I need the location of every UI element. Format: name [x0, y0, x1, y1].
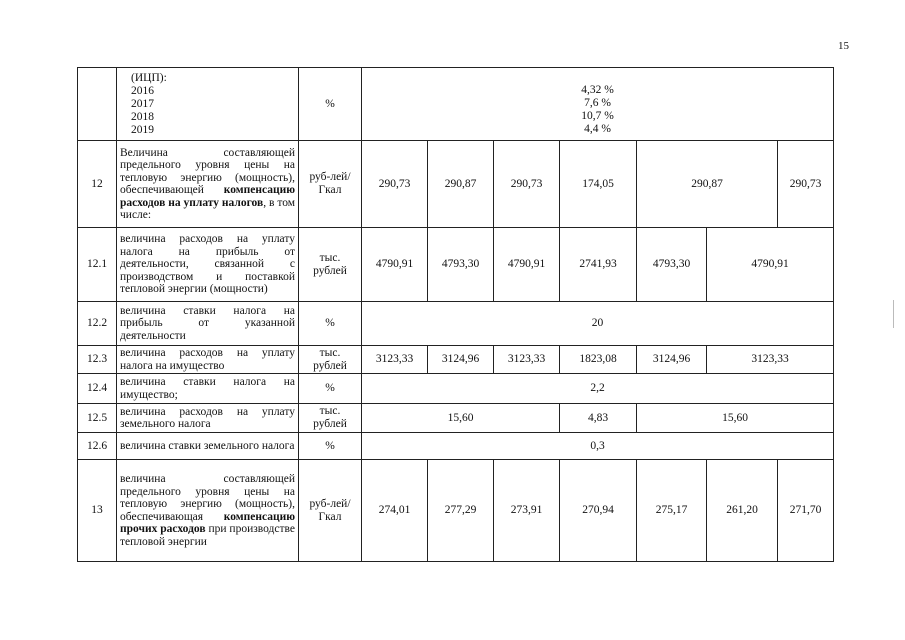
- table-row-12-5: [78, 404, 834, 433]
- table-row-12-1: [78, 228, 834, 302]
- row-number: 12.4: [78, 374, 117, 404]
- desc-text: Величина составляющей предельного уровня цены на тепловую энергию (мощность), обеспечивающей: [120, 146, 295, 196]
- year-2019: 2019: [131, 123, 154, 136]
- row-unit: руб-лей/Гкал: [299, 460, 362, 562]
- value-cell: 290,73: [362, 141, 428, 228]
- value-cell: 290,73: [494, 141, 560, 228]
- row-description: [117, 460, 299, 562]
- margin-mark: [893, 300, 894, 328]
- table-row-12: [78, 141, 834, 228]
- desc-bold-text: компенсацию прочих расходов: [120, 510, 295, 535]
- icp-value-2016: 4,32 %: [581, 84, 614, 96]
- row-description: [117, 141, 299, 228]
- row-number: 12: [78, 141, 117, 228]
- value-cell: 2,2: [362, 374, 834, 404]
- row-number: 12.1: [78, 228, 117, 302]
- icp-value-2017: 7,6 %: [584, 97, 611, 109]
- value-cell: 4,83: [560, 404, 637, 433]
- value-cell: 3123,33: [494, 346, 560, 374]
- value-cell: 0,3: [362, 433, 834, 460]
- value-cell: 15,60: [637, 404, 834, 433]
- value-cell: 4793,30: [428, 228, 494, 302]
- value-cell: 271,70: [778, 460, 834, 562]
- value-cell: 3123,33: [707, 346, 834, 374]
- tariff-table: [77, 67, 834, 562]
- row-description: [117, 68, 299, 141]
- row-number: 12.3: [78, 346, 117, 374]
- row-description: величина расходов на уплату налога на прибыль от деятельности, связанной с производством и поставкой тепловой энергии (мощности): [117, 228, 299, 302]
- row-description: величина ставки налога на прибыль от указанной деятельности: [117, 302, 299, 346]
- desc-text: величина составляющей предельного уровня цены на тепловую энергию (мощность), обеспечивающая: [120, 473, 295, 523]
- row-unit: руб-лей/Гкал: [299, 141, 362, 228]
- value-cell: 273,91: [494, 460, 560, 562]
- value-cell: 174,05: [560, 141, 637, 228]
- row-unit: тыс. рублей: [299, 228, 362, 302]
- value-cell: 275,17: [637, 460, 707, 562]
- table-row-12-2: [78, 302, 834, 346]
- row-unit: %: [299, 433, 362, 460]
- value-cell: 4793,30: [637, 228, 707, 302]
- row-number: 12.2: [78, 302, 117, 346]
- row-description: величина расходов на уплату налога на имущество: [117, 346, 299, 374]
- value-cell: 4790,91: [362, 228, 428, 302]
- value-cell: 290,87: [637, 141, 778, 228]
- table-row-13: [78, 460, 834, 562]
- year-2018: 2018: [131, 110, 154, 123]
- desc-bold-text: компенсацию расходов на уплату налогов: [120, 184, 295, 209]
- row-number: 12.6: [78, 433, 117, 460]
- value-cell: 2741,93: [560, 228, 637, 302]
- table-row-12-4: [78, 374, 834, 404]
- table-row-icp: [78, 68, 834, 141]
- year-2017: 2017: [131, 97, 154, 110]
- table-row-12-3: [78, 346, 834, 374]
- row-number-cell: [78, 68, 117, 141]
- desc-tail-text: , в том числе:: [120, 196, 295, 221]
- value-cell: 1823,08: [560, 346, 637, 374]
- value-cell: 20: [362, 302, 834, 346]
- value-cell: 277,29: [428, 460, 494, 562]
- value-cell: 261,20: [707, 460, 778, 562]
- row-description: величина ставки земельного налога: [117, 433, 299, 460]
- row-number: 12.5: [78, 404, 117, 433]
- row-number: 13: [78, 460, 117, 562]
- icp-label: (ИЦП):: [131, 71, 167, 84]
- page-number: 15: [838, 40, 849, 52]
- value-cell: 270,94: [560, 460, 637, 562]
- value-cell: 290,73: [778, 141, 834, 228]
- icp-value-2019: 4,4 %: [584, 123, 611, 135]
- row-description: величина расходов на уплату земельного налога: [117, 404, 299, 433]
- row-description: величина ставки налога на имущество;: [117, 374, 299, 404]
- year-2016: 2016: [131, 84, 154, 97]
- value-cell: 290,87: [428, 141, 494, 228]
- table-row-12-6: [78, 433, 834, 460]
- row-unit: %: [299, 374, 362, 404]
- value-cell: 3123,33: [362, 346, 428, 374]
- row-unit: %: [299, 302, 362, 346]
- row-unit: %: [299, 68, 362, 141]
- value-cell: 274,01: [362, 460, 428, 562]
- row-unit: тыс. рублей: [299, 404, 362, 433]
- desc-tail-text: при производстве тепловой энергии: [120, 523, 295, 548]
- row-unit: тыс. рублей: [299, 346, 362, 374]
- value-cell: 15,60: [362, 404, 560, 433]
- icp-value-2018: 10,7 %: [581, 110, 614, 122]
- value-cell: 3124,96: [637, 346, 707, 374]
- value-cell: 4790,91: [494, 228, 560, 302]
- value-cell: 3124,96: [428, 346, 494, 374]
- icp-values-cell: [362, 68, 834, 141]
- value-cell: 4790,91: [707, 228, 834, 302]
